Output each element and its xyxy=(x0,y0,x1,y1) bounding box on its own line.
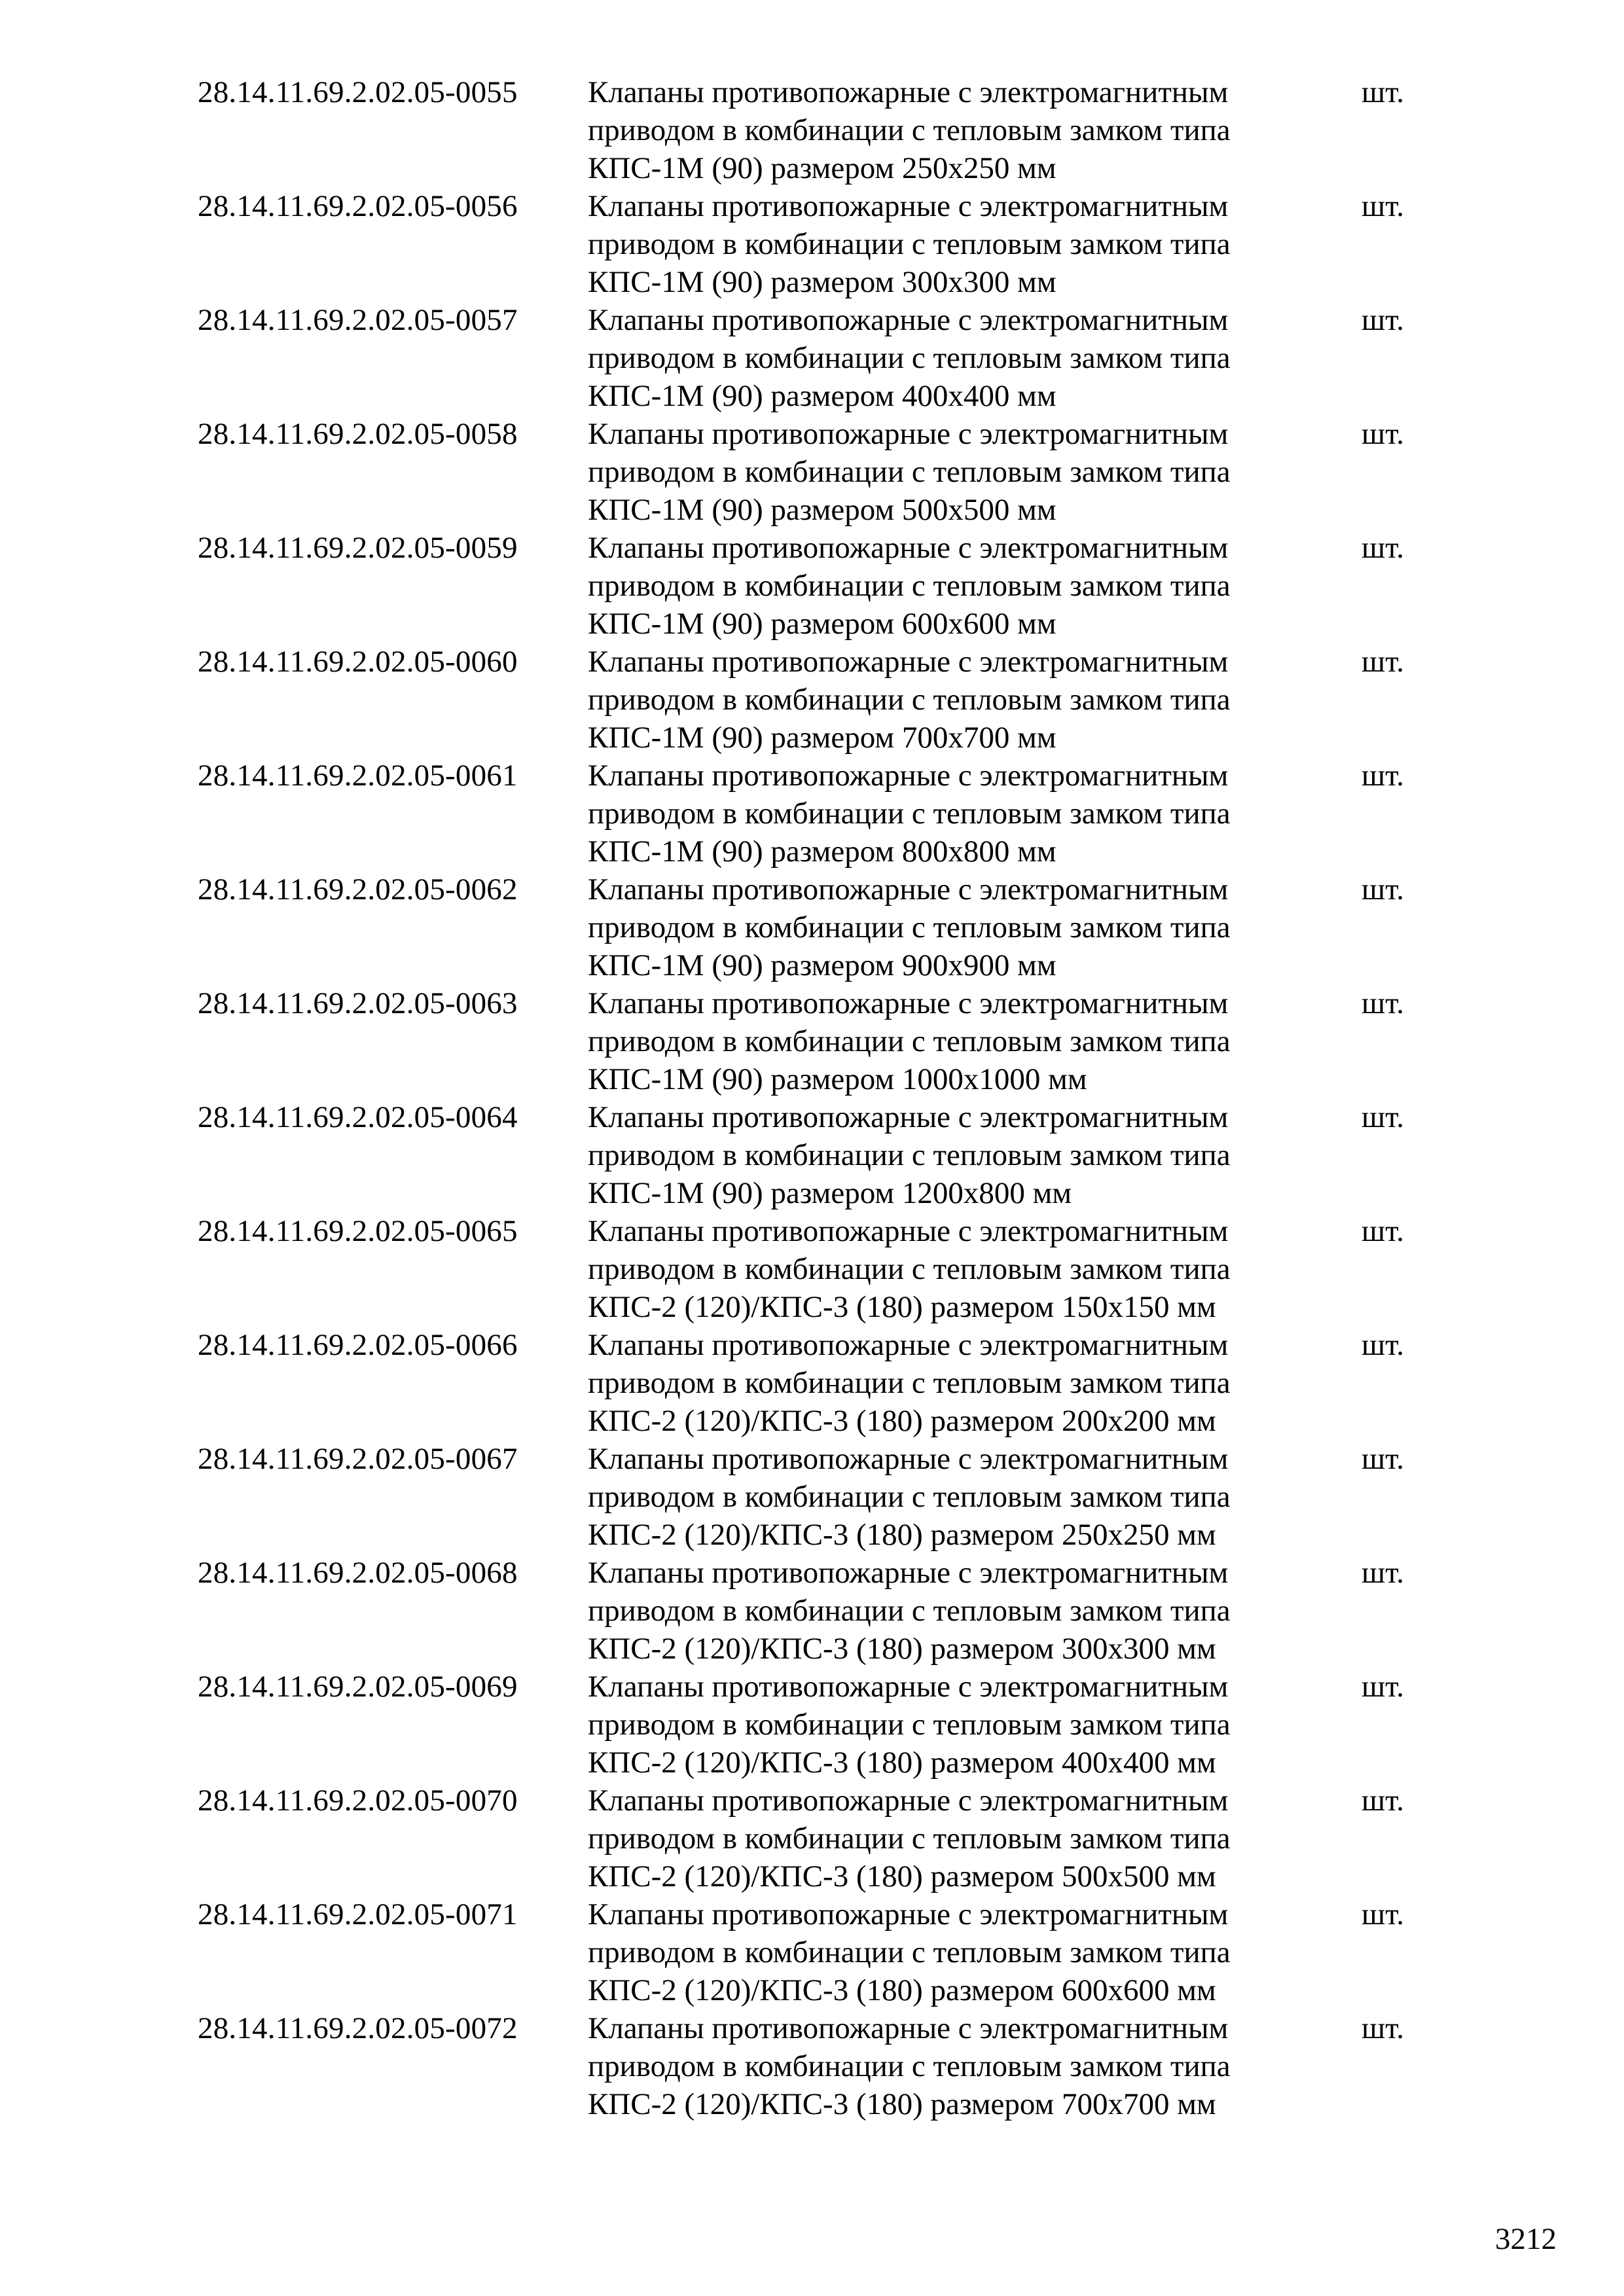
table-row xyxy=(198,1782,1441,1895)
description-line: Клапаны противопожарные с электромагнитным xyxy=(588,1100,1229,1134)
table-row xyxy=(198,1326,1441,1440)
description-line: КПС-1М (90) размером 500х500 мм xyxy=(588,493,1056,527)
description-line: Клапаны противопожарные с электромагнитным xyxy=(588,1328,1229,1362)
resource-description xyxy=(588,415,1362,529)
resource-description xyxy=(588,1895,1362,2009)
description-line: приводом в комбинации с тепловым замком типа xyxy=(588,1821,1231,1856)
page-number: 3212 xyxy=(1495,2222,1557,2256)
resource-code: 28.14.11.69.2.02.05-0061 xyxy=(198,759,518,793)
resource-code: 28.14.11.69.2.02.05-0055 xyxy=(198,75,518,109)
description-line: КПС-1М (90) размером 1200х800 мм xyxy=(588,1176,1072,1210)
description-line: Клапаны противопожарные с электромагнитным xyxy=(588,986,1229,1020)
resource-code: 28.14.11.69.2.02.05-0060 xyxy=(198,645,518,679)
resource-code: 28.14.11.69.2.02.05-0067 xyxy=(198,1442,518,1476)
resource-code: 28.14.11.69.2.02.05-0058 xyxy=(198,417,518,451)
description-line: приводом в комбинации с тепловым замком типа xyxy=(588,455,1231,489)
description-line: КПС-1М (90) размером 400х400 мм xyxy=(588,379,1056,413)
resource-description xyxy=(588,643,1362,757)
description-line: Клапаны противопожарные с электромагнитным xyxy=(588,1214,1229,1248)
table-row xyxy=(198,757,1441,870)
table-row xyxy=(198,415,1441,529)
description-line: Клапаны противопожарные с электромагнитным xyxy=(588,417,1229,451)
unit-of-measure: шт. xyxy=(1362,645,1404,679)
description-line: приводом в комбинации с тепловым замком типа xyxy=(588,1708,1231,1742)
description-line: Клапаны противопожарные с электромагнитным xyxy=(588,303,1229,337)
unit-of-measure: шт. xyxy=(1362,986,1404,1020)
resource-description xyxy=(588,1326,1362,1440)
resource-description xyxy=(588,1098,1362,1212)
description-line: Клапаны противопожарные с электромагнитным xyxy=(588,189,1229,223)
unit-of-measure: шт. xyxy=(1362,1897,1404,1931)
resource-code: 28.14.11.69.2.02.05-0065 xyxy=(198,1214,518,1248)
description-line: Клапаны противопожарные с электромагнитным xyxy=(588,645,1229,679)
table-row xyxy=(198,2009,1441,2123)
description-line: Клапаны противопожарные с электромагнитным xyxy=(588,872,1229,906)
unit-of-measure: шт. xyxy=(1362,1214,1404,1248)
description-line: Клапаны противопожарные с электромагнитным xyxy=(588,1897,1229,1931)
table-row xyxy=(198,1554,1441,1668)
unit-of-measure: шт. xyxy=(1362,2011,1404,2045)
resource-code: 28.14.11.69.2.02.05-0064 xyxy=(198,1100,518,1134)
resource-description xyxy=(588,1554,1362,1668)
description-line: приводом в комбинации с тепловым замком типа xyxy=(588,1252,1231,1286)
table-row xyxy=(198,870,1441,984)
unit-of-measure: шт. xyxy=(1362,1100,1404,1134)
resource-description xyxy=(588,529,1362,643)
resource-code: 28.14.11.69.2.02.05-0070 xyxy=(198,1784,518,1818)
resource-description xyxy=(588,1782,1362,1895)
resource-code: 28.14.11.69.2.02.05-0056 xyxy=(198,189,518,223)
description-line: Клапаны противопожарные с электромагнитным xyxy=(588,75,1229,109)
description-line: КПС-1М (90) размером 250х250 мм xyxy=(588,151,1056,185)
description-line: КПС-2 (120)/КПС-3 (180) размером 600х600 мм xyxy=(588,1973,1216,2007)
table-row xyxy=(198,301,1441,415)
description-line: КПС-2 (120)/КПС-3 (180) размером 300х300 мм xyxy=(588,1632,1216,1666)
unit-of-measure: шт. xyxy=(1362,75,1404,109)
description-line: Клапаны противопожарные с электромагнитным xyxy=(588,531,1229,565)
table-row xyxy=(198,1440,1441,1554)
description-line: приводом в комбинации с тепловым замком типа xyxy=(588,1366,1231,1400)
unit-of-measure: шт. xyxy=(1362,303,1404,337)
resource-description xyxy=(588,187,1362,301)
description-line: приводом в комбинации с тепловым замком типа xyxy=(588,1594,1231,1628)
description-line: приводом в комбинации с тепловым замком типа xyxy=(588,569,1231,603)
description-line: КПС-2 (120)/КПС-3 (180) размером 200х200 мм xyxy=(588,1404,1216,1438)
description-line: Клапаны противопожарные с электромагнитным xyxy=(588,1670,1229,1704)
unit-of-measure: шт. xyxy=(1362,1670,1404,1704)
description-line: Клапаны противопожарные с электромагнитным xyxy=(588,1442,1229,1476)
resource-code: 28.14.11.69.2.02.05-0069 xyxy=(198,1670,518,1704)
description-line: Клапаны противопожарные с электромагнитным xyxy=(588,1556,1229,1590)
description-line: КПС-2 (120)/КПС-3 (180) размером 400х400 мм xyxy=(588,1746,1216,1780)
unit-of-measure: шт. xyxy=(1362,1556,1404,1590)
description-line: Клапаны противопожарные с электромагнитным xyxy=(588,2011,1229,2045)
description-line: приводом в комбинации с тепловым замком типа xyxy=(588,113,1231,147)
table-row xyxy=(198,984,1441,1098)
description-line: КПС-1М (90) размером 600х600 мм xyxy=(588,607,1056,641)
unit-of-measure: шт. xyxy=(1362,531,1404,565)
description-line: КПС-1М (90) размером 300х300 мм xyxy=(588,265,1056,299)
resource-code: 28.14.11.69.2.02.05-0072 xyxy=(198,2011,518,2045)
table-row xyxy=(198,1895,1441,2009)
resource-code: 28.14.11.69.2.02.05-0057 xyxy=(198,303,518,337)
resource-description xyxy=(588,73,1362,187)
description-line: КПС-2 (120)/КПС-3 (180) размером 700х700 мм xyxy=(588,2087,1216,2121)
description-line: КПС-1М (90) размером 1000х1000 мм xyxy=(588,1062,1087,1096)
resource-description xyxy=(588,301,1362,415)
description-line: КПС-1М (90) размером 900х900 мм xyxy=(588,948,1056,982)
price-list-table xyxy=(198,73,1441,2123)
resource-code: 28.14.11.69.2.02.05-0059 xyxy=(198,531,518,565)
description-line: приводом в комбинации с тепловым замком типа xyxy=(588,341,1231,375)
unit-of-measure: шт. xyxy=(1362,1328,1404,1362)
resource-description xyxy=(588,984,1362,1098)
description-line: приводом в комбинации с тепловым замком типа xyxy=(588,797,1231,831)
description-line: Клапаны противопожарные с электромагнитным xyxy=(588,759,1229,793)
table-row xyxy=(198,73,1441,187)
resource-description xyxy=(588,1212,1362,1326)
description-line: КПС-1М (90) размером 700х700 мм xyxy=(588,721,1056,755)
description-line: приводом в комбинации с тепловым замком типа xyxy=(588,683,1231,717)
resource-description xyxy=(588,2009,1362,2123)
description-line: приводом в комбинации с тепловым замком типа xyxy=(588,1935,1231,1969)
description-line: приводом в комбинации с тепловым замком типа xyxy=(588,1480,1231,1514)
table-row xyxy=(198,187,1441,301)
description-line: КПС-2 (120)/КПС-3 (180) размером 250х250 мм xyxy=(588,1518,1216,1552)
table-row xyxy=(198,1212,1441,1326)
description-line: приводом в комбинации с тепловым замком типа xyxy=(588,910,1231,944)
description-line: приводом в комбинации с тепловым замком типа xyxy=(588,1024,1231,1058)
description-line: КПС-2 (120)/КПС-3 (180) размером 150х150 мм xyxy=(588,1290,1216,1324)
resource-description xyxy=(588,1668,1362,1782)
description-line: КПС-1М (90) размером 800х800 мм xyxy=(588,834,1056,869)
description-line: приводом в комбинации с тепловым замком типа xyxy=(588,1138,1231,1172)
description-line: Клапаны противопожарные с электромагнитным xyxy=(588,1784,1229,1818)
description-line: КПС-2 (120)/КПС-3 (180) размером 500х500 мм xyxy=(588,1859,1216,1893)
unit-of-measure: шт. xyxy=(1362,417,1404,451)
unit-of-measure: шт. xyxy=(1362,759,1404,793)
resource-code: 28.14.11.69.2.02.05-0066 xyxy=(198,1328,518,1362)
table-row xyxy=(198,529,1441,643)
description-line: приводом в комбинации с тепловым замком типа xyxy=(588,227,1231,261)
resource-description xyxy=(588,757,1362,870)
resource-description xyxy=(588,1440,1362,1554)
table-row xyxy=(198,643,1441,757)
unit-of-measure: шт. xyxy=(1362,189,1404,223)
unit-of-measure: шт. xyxy=(1362,1784,1404,1818)
table-row xyxy=(198,1098,1441,1212)
table-row xyxy=(198,1668,1441,1782)
resource-code: 28.14.11.69.2.02.05-0071 xyxy=(198,1897,518,1931)
description-line: приводом в комбинации с тепловым замком типа xyxy=(588,2049,1231,2083)
resource-description xyxy=(588,870,1362,984)
resource-code: 28.14.11.69.2.02.05-0068 xyxy=(198,1556,518,1590)
unit-of-measure: шт. xyxy=(1362,872,1404,906)
unit-of-measure: шт. xyxy=(1362,1442,1404,1476)
resource-code: 28.14.11.69.2.02.05-0063 xyxy=(198,986,518,1020)
resource-code: 28.14.11.69.2.02.05-0062 xyxy=(198,872,518,906)
